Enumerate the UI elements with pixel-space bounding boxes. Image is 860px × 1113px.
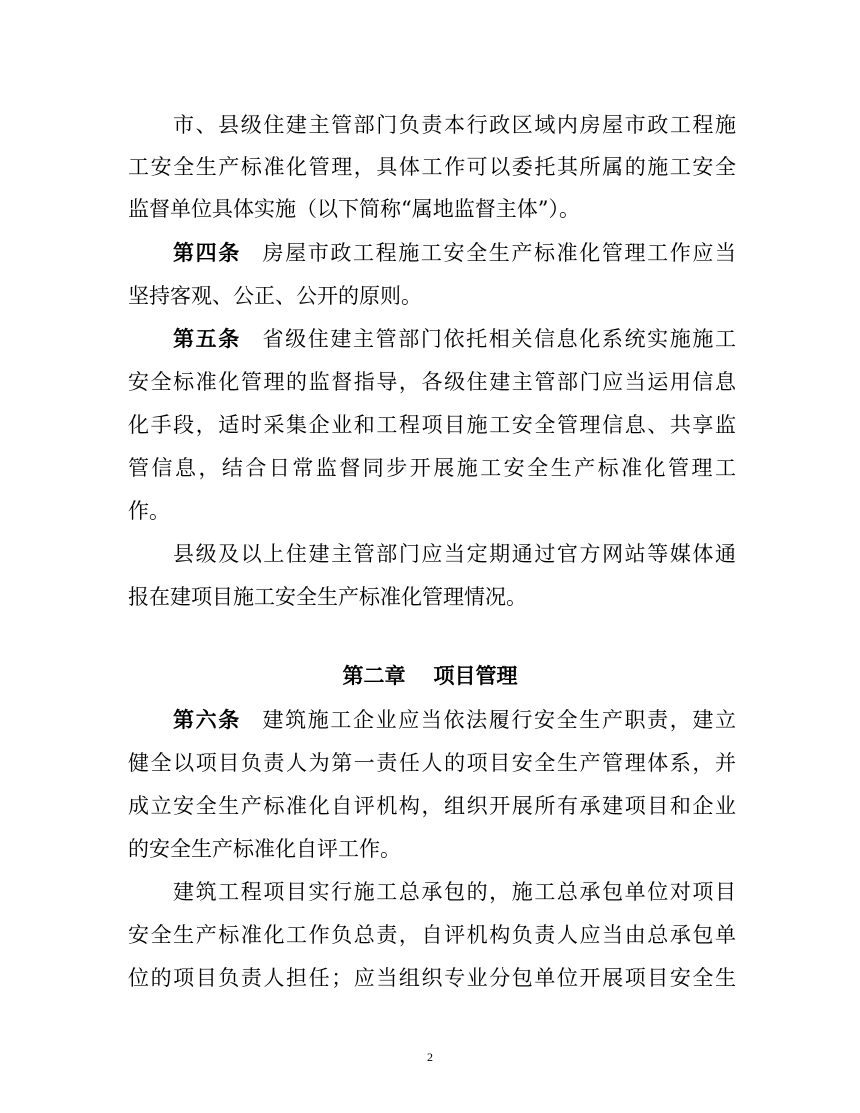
paragraph-line: 作。 — [128, 499, 170, 523]
paragraph-line: 健全以项目负责人为第一责任人的项目安全生产管理体系，并 — [128, 751, 736, 775]
paragraph-line: 管信息，结合日常监督同步开展施工安全生产标准化管理工 — [128, 456, 736, 480]
article-4-heading: 第四条 — [173, 240, 241, 265]
paragraph-line: 市、县级住建主管部门负责本行政区域内房屋市政工程施 — [173, 113, 736, 137]
paragraph-line: 化手段，适时采集企业和工程项目施工安全管理信息、共享监 — [128, 413, 736, 437]
article-5-line — [173, 321, 736, 357]
chapter-heading — [0, 658, 860, 694]
paragraph-line: 县级及以上住建主管部门应当定期通过官方网站等媒体通 — [173, 542, 736, 566]
paragraph-line: 安全标准化管理的监督指导，各级住建主管部门应当运用信息 — [128, 370, 736, 394]
article-6-text: 建筑施工企业应当依法履行安全生产职责，建立 — [260, 708, 736, 732]
article-6-line — [173, 702, 736, 738]
paragraph-line: 的安全生产标准化自评工作。 — [128, 837, 401, 861]
paragraph-line: 建筑工程项目实行施工总承包的，施工总承包单位对项目 — [173, 880, 736, 904]
page-number: 2 — [427, 1050, 433, 1064]
article-6-heading: 第六条 — [173, 707, 241, 732]
article-4-text: 房屋市政工程施工安全生产标准化管理工作应当 — [260, 241, 736, 265]
chapter-number: 第二章 — [342, 663, 406, 688]
paragraph-line: 安全生产标准化工作负总责，自评机构负责人应当由总承包单 — [128, 923, 736, 947]
paragraph-line: 工安全生产标准化管理，具体工作可以委托其所属的施工安全 — [128, 155, 736, 179]
paragraph-line: 报在建项目施工安全生产标准化管理情况。 — [128, 585, 527, 609]
paragraph-line: 坚持客观、公正、公开的原则。 — [128, 284, 422, 308]
article-5-heading: 第五条 — [173, 326, 241, 351]
paragraph-line: 监督单位具体实施（以下简称“属地监督主体”）。 — [128, 197, 580, 221]
paragraph-line: 成立安全生产标准化自评机构，组织开展所有承建项目和企业 — [128, 794, 736, 818]
article-5-text: 省级住建主管部门依托相关信息化系统实施施工 — [260, 327, 736, 351]
article-4-line — [173, 235, 736, 271]
paragraph-line: 位的项目负责人担任；应当组织专业分包单位开展项目安全生 — [128, 966, 736, 990]
chapter-title: 项目管理 — [433, 663, 518, 688]
